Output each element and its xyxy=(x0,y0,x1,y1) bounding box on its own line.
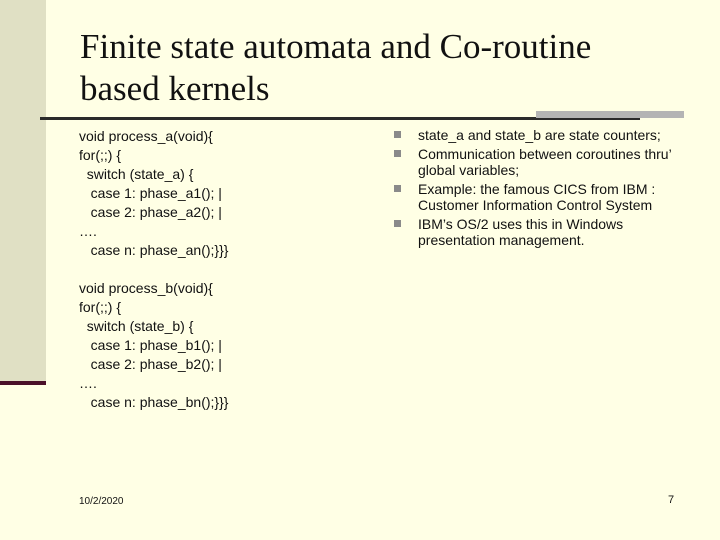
page-number: 7 xyxy=(668,494,675,506)
code-column xyxy=(79,127,369,412)
bullet-item xyxy=(394,146,694,178)
footer-date: 10/2/2020 xyxy=(79,496,124,507)
code-line: switch (state_a) { xyxy=(79,166,194,182)
code-line: for(;;) { xyxy=(79,147,122,163)
bullet-list xyxy=(394,127,694,251)
code-line: case 1: phase_a1(); | xyxy=(79,185,222,201)
code-line: case 2: phase_b2(); | xyxy=(79,356,222,372)
bullet-text: Example: the famous CICS from IBM : Customer Information Control System xyxy=(418,181,656,213)
code-line: void process_b(void){ xyxy=(79,280,213,296)
code-line: switch (state_b) { xyxy=(79,318,194,334)
left-bar-accent xyxy=(0,381,46,385)
code-line: for(;;) { xyxy=(79,299,122,315)
code-line: case 2: phase_a2(); | xyxy=(79,204,222,220)
slide-title-line-2: based kernels xyxy=(80,69,270,108)
code-line: …. xyxy=(79,375,97,391)
square-bullet-icon xyxy=(394,150,401,157)
left-decorative-bar xyxy=(0,0,46,385)
square-bullet-icon xyxy=(394,131,401,138)
slide-title xyxy=(80,26,680,110)
code-line: case n: phase_an();}}} xyxy=(79,242,229,258)
square-bullet-icon xyxy=(394,220,401,227)
bullet-text: Communication between coroutines thru’ global variables; xyxy=(418,146,672,178)
title-divider-accent xyxy=(536,111,684,118)
bullet-item xyxy=(394,127,694,143)
bullet-item xyxy=(394,181,694,213)
code-line: case n: phase_bn();}}} xyxy=(79,394,229,410)
bullet-item xyxy=(394,216,694,248)
bullet-text: IBM’s OS/2 uses this in Windows presentation management. xyxy=(418,216,624,248)
code-line: case 1: phase_b1(); | xyxy=(79,337,222,353)
code-line: void process_a(void){ xyxy=(79,128,213,144)
square-bullet-icon xyxy=(394,185,401,192)
code-line: …. xyxy=(79,223,97,239)
slide-title-line-1: Finite state automata and Co-routine xyxy=(80,27,592,66)
code-spacer xyxy=(79,260,369,279)
bullet-text: state_a and state_b are state counters; xyxy=(418,127,661,143)
